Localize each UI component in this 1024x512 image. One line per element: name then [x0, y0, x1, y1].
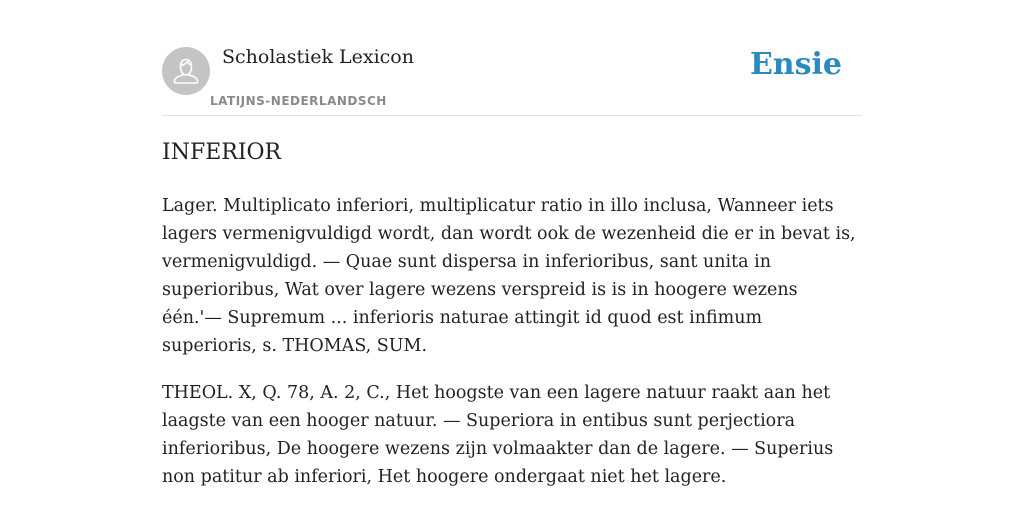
ensie-logo[interactable]: Ensie [749, 47, 842, 82]
entry-paragraph: THEOL. X, Q. 78, A. 2, C., Het hoogste van een lagere natuur raakt aan het laagste van een hooger natuur. — Superiora in entibus sunt perjectiora inferioribus, De hoogere wezens zijn volmaakter dan de lagere. — Superius non patitur ab inferiori, Het hoogere ondergaat niet het lagere. [162, 383, 834, 487]
source-title[interactable]: Scholastiek Lexicon [222, 46, 414, 68]
source-subtitle[interactable]: LATIJNS-NEDERLANDSCH [210, 94, 387, 108]
entry-paragraph: Lager. Multiplicato inferiori, multiplicatur ratio in illo inclusa, Wanneer iets lagers vermenigvuldigd wordt, dan wordt ook de wezenheid die er in bevat is, vermenigvuldigd. — Quae sunt dispersa in inferioribus, sant unita in superioribus, Wat over lagere wezens verspreid is is in hoogere wezens één.'— Supremum ... inferioris naturae attingit id quod est infimum superioris, s. THOMAS, SUM. [162, 196, 856, 356]
entry-title: INFERIOR [162, 140, 282, 165]
user-icon[interactable] [162, 47, 210, 95]
entry-card [162, 0, 862, 512]
entry-header [162, 0, 862, 116]
